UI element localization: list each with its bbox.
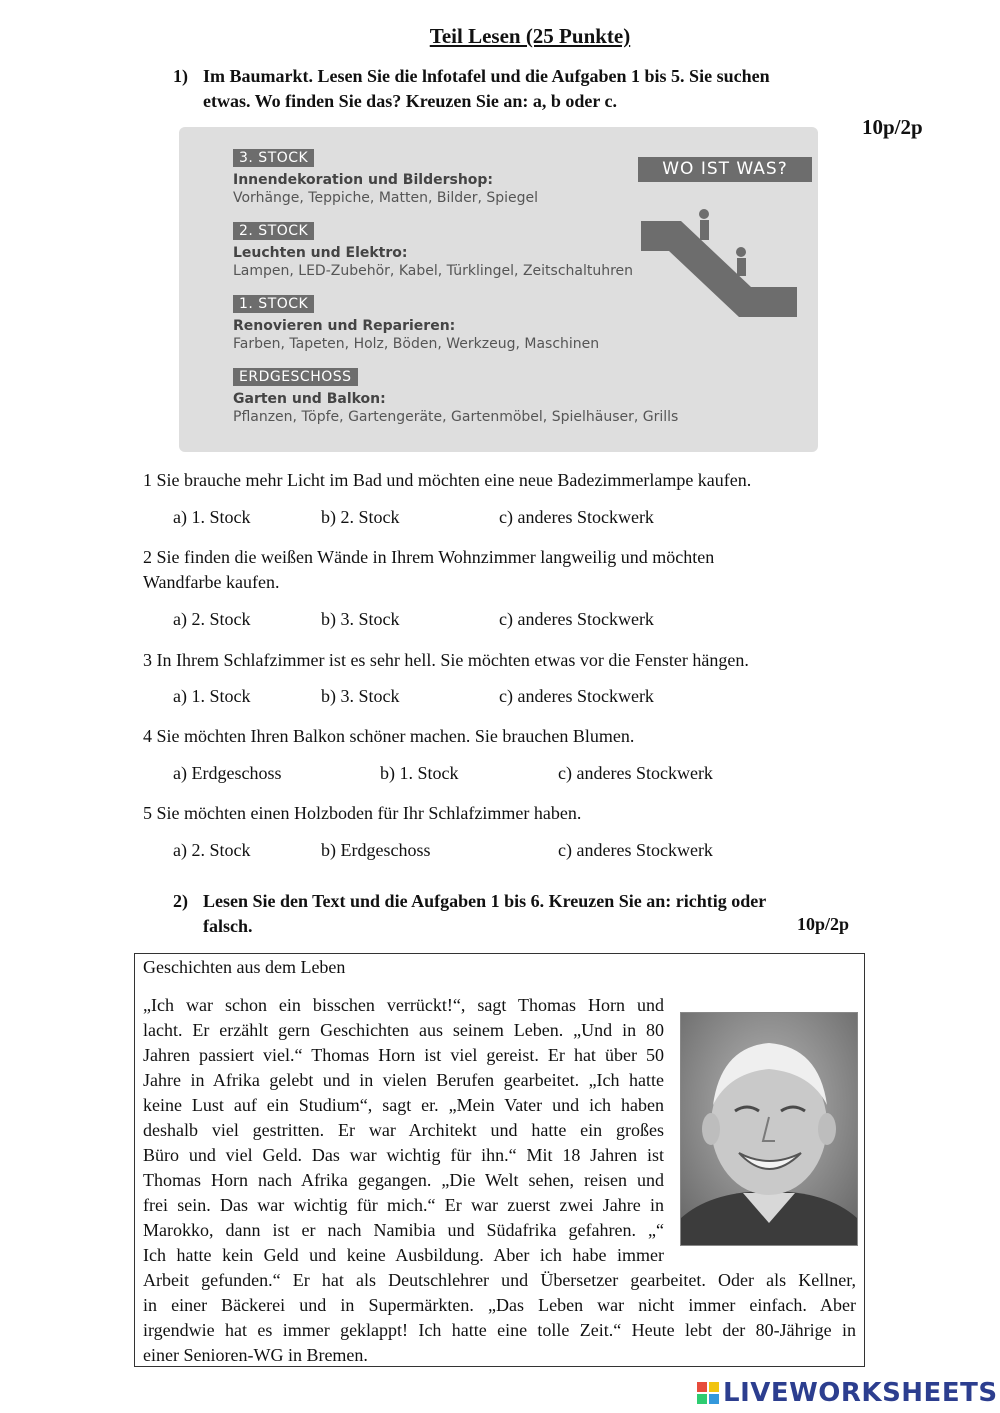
story-text-lower: [143, 1268, 856, 1368]
info-board: [179, 127, 818, 452]
floor-heading-3: Innendekoration und Bildershop:: [233, 172, 494, 188]
question-2: [143, 545, 863, 595]
story-line: „Ich war schon ein bisschen verrückt!“, sagt Thomas Horn und: [143, 995, 664, 1015]
liveworksheets-logo: [697, 1378, 998, 1408]
text-title: Geschichten aus dem Leben: [143, 957, 346, 977]
floor-items-eg: Pflanzen, Töpfe, Gartengeräte, Gartenmöbel, Spielhäuser, Grills: [233, 409, 679, 425]
section1-points: 10p/2p: [862, 115, 923, 139]
story-line: Jahre in Afrika gelebt und in vielen Berufen gearbeitet. „Ich hatte: [143, 1070, 664, 1090]
floor-heading-eg: Garten und Balkon:: [233, 391, 386, 407]
floor-heading-2: Leuchten und Elektro:: [233, 245, 408, 261]
q1-option-a[interactable]: a) 1. Stock: [173, 507, 251, 527]
section1-instruction: [203, 64, 863, 114]
q4-option-c[interactable]: c) anderes Stockwerk: [558, 763, 713, 783]
floor-tag-3: 3. STOCK: [233, 149, 314, 167]
section2-instruction: [203, 889, 863, 939]
story-line: keine Lust auf ein Studium“, sagt er. „Mein Vater und ich haben: [143, 1095, 664, 1115]
liveworksheets-text: LIVEWORKSHEETS: [723, 1378, 998, 1408]
section2-number: 2): [173, 891, 188, 911]
floor-tag-eg: ERDGESCHOSS: [233, 368, 358, 386]
q2-option-b[interactable]: b) 3. Stock: [321, 609, 400, 629]
section1-instruction-line1: Im Baumarkt. Lesen Sie die lnfotafel und die Aufgaben 1 bis 5. Sie suchen: [203, 66, 770, 86]
q5-option-c[interactable]: c) anderes Stockwerk: [558, 840, 713, 860]
question-2-line1: 2 Sie finden die weißen Wände in Ihrem Wohnzimmer langweilig und möchten: [143, 547, 715, 567]
story-line: irgendwie hat es immer geklappt! Ich hatte eine tolle Zeit.“ Heute lebt der 80-Jährige in: [143, 1320, 856, 1340]
story-line: einer Senioren-WG in Bremen.: [143, 1345, 368, 1365]
page-title: Teil Lesen (25 Punkte): [429, 24, 631, 48]
floor-items-3: Vorhänge, Teppiche, Matten, Bilder, Spiegel: [233, 190, 539, 206]
q2-option-a[interactable]: a) 2. Stock: [173, 609, 251, 629]
q3-option-c[interactable]: c) anderes Stockwerk: [499, 686, 654, 706]
story-line: Büro und viel Geld. Das war wichtig für ihn.“ Mit 18 Jahren ist: [143, 1145, 664, 1165]
story-line: Jahren passiert viel.“ Thomas Horn ist viel gereist. Er hat über 50: [143, 1045, 664, 1065]
q5-option-a[interactable]: a) 2. Stock: [173, 840, 251, 860]
q4-option-a[interactable]: a) Erdgeschoss: [173, 763, 282, 783]
wo-ist-was-sign: WO IST WAS?: [638, 157, 812, 182]
q3-option-a[interactable]: a) 1. Stock: [173, 686, 251, 706]
story-line: lacht. Er erzählt gern Geschichten aus seinem Leben. „Und in 80: [143, 1020, 664, 1040]
floor-tag-1: 1. STOCK: [233, 295, 314, 313]
question-5: 5 Sie möchten einen Holzboden für Ihr Schlafzimmer haben.: [143, 803, 582, 823]
story-line: Ich hatte kein Geld und keine Ausbildung. Aber ich habe immer: [143, 1245, 664, 1265]
escalator-icon: [629, 199, 804, 329]
section2-instruction-line1: Lesen Sie den Text und die Aufgaben 1 bis 6. Kreuzen Sie an: richtig oder: [203, 891, 767, 911]
question-2-line2: Wandfarbe kaufen.: [143, 572, 280, 592]
portrait-photo: [680, 1012, 858, 1246]
q4-option-b[interactable]: b) 1. Stock: [380, 763, 459, 783]
question-4: 4 Sie möchten Ihren Balkon schöner machen. Sie brauchen Blumen.: [143, 726, 635, 746]
q5-option-b[interactable]: b) Erdgeschoss: [321, 840, 431, 860]
floor-items-2: Lampen, LED-Zubehör, Kabel, Türklingel, Zeitschaltuhren: [233, 263, 634, 279]
question-1: 1 Sie brauche mehr Licht im Bad und möchten eine neue Badezimmerlampe kaufen.: [143, 470, 752, 490]
story-text-upper: [143, 993, 664, 1268]
story-line: Arbeit gefunden.“ Er hat als Deutschlehrer und Übersetzer gearbeitet. Oder als Kellner,: [143, 1270, 856, 1290]
question-3: 3 In Ihrem Schlafzimmer ist es sehr hell. Sie möchten etwas vor die Fenster hängen.: [143, 650, 749, 670]
q1-option-c[interactable]: c) anderes Stockwerk: [499, 507, 654, 527]
section2-instruction-line2: falsch.: [203, 916, 253, 936]
story-line: Marokko, dann ist er nach Namibia und Südafrika gefahren. „“: [143, 1220, 664, 1240]
floor-items-1: Farben, Tapeten, Holz, Böden, Werkzeug, Maschinen: [233, 336, 600, 352]
story-line: deshalb viel gestritten. Er war Architekt und hatte ein großes: [143, 1120, 664, 1140]
q3-option-b[interactable]: b) 3. Stock: [321, 686, 400, 706]
floor-heading-1: Renovieren und Reparieren:: [233, 318, 456, 334]
section1-instruction-line2: etwas. Wo finden Sie das? Kreuzen Sie an: a, b oder c.: [203, 91, 618, 111]
story-line: frei sein. Das war wichtig für mich.“ Er war zuerst zwei Jahre in: [143, 1195, 664, 1215]
q1-option-b[interactable]: b) 2. Stock: [321, 507, 400, 527]
q2-option-c[interactable]: c) anderes Stockwerk: [499, 609, 654, 629]
story-line: in einer Bäckerei und in Supermärkten. „Das Leben war nicht immer einfach. Aber: [143, 1295, 856, 1315]
liveworksheets-mark-icon: [697, 1382, 719, 1404]
floor-tag-2: 2. STOCK: [233, 222, 314, 240]
section2-points: 10p/2p: [797, 914, 850, 934]
section1-number: 1): [173, 66, 188, 86]
story-line: Thomas Horn nach Afrika gegangen. „Die Welt sehen, reisen und: [143, 1170, 664, 1190]
